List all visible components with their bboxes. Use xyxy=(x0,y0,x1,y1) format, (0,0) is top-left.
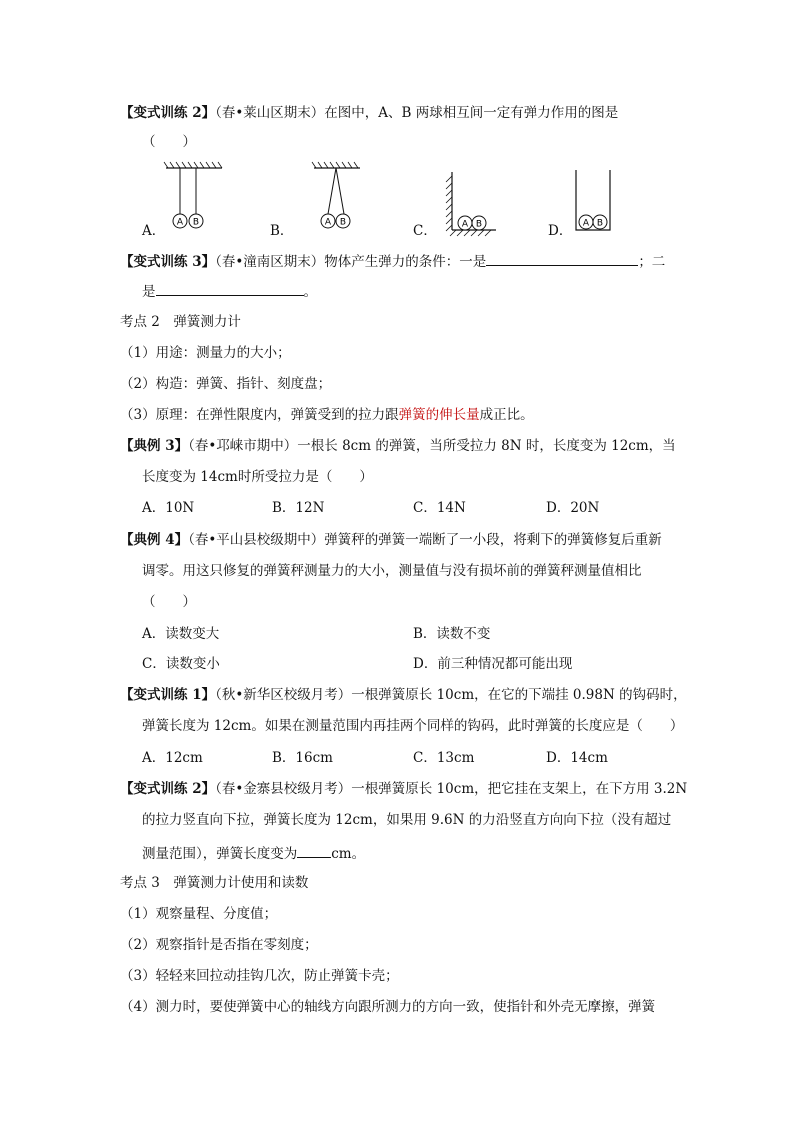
q1-option-a: A． xyxy=(142,223,166,239)
ball-b-label: B xyxy=(475,219,483,230)
ex3-option-d: D．20N xyxy=(546,500,600,516)
v2-tag: 【变式训练 2】 xyxy=(120,781,216,797)
ball-a-label: A xyxy=(324,217,332,228)
q1-option-d: D． xyxy=(548,223,573,239)
ball-b-label: B xyxy=(596,218,604,229)
answer-blank-3[interactable] xyxy=(297,843,331,858)
v1-tag: 【变式训练 1】 xyxy=(120,687,216,703)
ex4-line2: 调零。用这只修复的弹簧秤测量力的大小，测量值与没有损坏前的弹簧秤测量值相比 xyxy=(142,563,642,579)
v1-option-b: B．16cm xyxy=(272,750,333,766)
ex3-line2: 长度变为 14cm时所受拉力是（ ） xyxy=(142,469,373,485)
v1-line2: 弹簧长度为 12cm。如果在测量范围内再挂两个同样的钩码，此时弹簧的长度应是（ ） xyxy=(142,718,684,734)
q2-stem: （春•潼南区期末）物体产生弹力的条件：一是 xyxy=(215,254,487,270)
q2-tag: 【变式训练 3】 xyxy=(120,254,216,270)
section-title-k3: 考点 3 弹簧测力计使用和读数 xyxy=(120,875,309,891)
q1-tag: 【变式训练 2】 xyxy=(120,105,216,121)
v1-option-d: D．14cm xyxy=(546,750,608,766)
q1-line1 xyxy=(120,104,618,122)
ball-a-label: A xyxy=(176,217,184,228)
figure-d xyxy=(570,166,616,236)
ex4-line1 xyxy=(120,531,662,549)
ex3-option-c: C．14N xyxy=(413,500,466,516)
v2-line2: 的拉力竖直向下拉，弹簧长度为 12cm，如果用 9.6N 的力沿竖直方向向下拉（没有超过 xyxy=(142,812,672,828)
answer-blank-1[interactable] xyxy=(486,251,638,266)
ball-b-label: B xyxy=(192,217,200,228)
ex4-option-a: A．读数变大 xyxy=(142,626,220,642)
q1-option-b: B． xyxy=(270,223,294,239)
ex4-option-d: D．前三种情况都可能出现 xyxy=(413,656,573,672)
ball-b-label: B xyxy=(339,217,347,228)
q1-option-c: C． xyxy=(413,223,437,239)
k2-p3-highlight: 弹簧的伸长量 xyxy=(398,407,480,423)
k2-point-3 xyxy=(120,406,534,424)
ex3-option-a: A．10N xyxy=(142,500,195,516)
k2-point-2: （2）构造：弹簧、指针、刻度盘； xyxy=(120,376,332,392)
v2-l3-text: 测量范围），弹簧长度变为 xyxy=(142,846,298,862)
section-title-k2: 考点 2 弹簧测力计 xyxy=(120,314,241,330)
v1-option-c: C．13cm xyxy=(413,750,475,766)
ex4-l1: （春•平山县校级期中）弹簧秤的弹簧一端断了一小段，将剩下的弹簧修复后重新 xyxy=(188,532,662,548)
answer-blank-2[interactable] xyxy=(156,281,304,296)
figure-a xyxy=(160,160,230,235)
q2-line2 xyxy=(142,281,317,301)
ex4-option-c: C．读数变小 xyxy=(142,656,220,672)
k3-point-4: （4）测力时，要使弹簧中心的轴线方向跟所测力的方向一致，使指针和外壳无摩擦，弹簧 xyxy=(120,999,656,1015)
ex4-tag: 【典例 4】 xyxy=(120,532,189,548)
k3-point-1: （1）观察量程、分度值； xyxy=(120,906,278,922)
ball-a-label: A xyxy=(461,219,469,230)
v1-l1: （秋•新华区校级月考）一根弹簧原长 10cm，在它的下端挂 0.98N 的钩码时， xyxy=(215,687,687,703)
q1-paren: （ ） xyxy=(142,134,196,150)
figure-b xyxy=(308,160,368,235)
k2-p3-end: 成正比。 xyxy=(479,407,534,423)
q2-mid: ；二 xyxy=(638,254,666,270)
v1-line1 xyxy=(120,686,687,704)
figure-c xyxy=(444,168,500,240)
k3-point-3: （3）轻轻来回拉动挂钩几次，防止弹簧卡壳； xyxy=(120,968,399,984)
v2-l1: （春•金寨县校级月考）一根弹簧原长 10cm，把它挂在支架上，在下方用 3.2N xyxy=(215,781,688,797)
ex3-option-b: B．12N xyxy=(272,500,325,516)
q2-end: 。 xyxy=(303,284,317,300)
ball-a-label: A xyxy=(582,218,590,229)
v1-option-a: A．12cm xyxy=(142,750,203,766)
q2-line2-text: 是 xyxy=(142,284,156,300)
v2-line3 xyxy=(142,843,365,863)
ex3-line1 xyxy=(120,437,676,455)
v2-l3-end: cm。 xyxy=(331,846,366,862)
ex4-line3: （ ） xyxy=(142,594,196,610)
q2-line1 xyxy=(120,251,665,271)
ex3-l1: （春•邛崃市期中）一根长 8cm 的弹簧，当所受拉力 8N 时，长度变为 12cm，当 xyxy=(188,438,676,454)
k2-p3-text: （3）原理：在弹性限度内，弹簧受到的拉力跟 xyxy=(120,407,399,423)
v2-line1 xyxy=(120,780,687,798)
ex3-tag: 【典例 3】 xyxy=(120,438,189,454)
ex4-option-b: B．读数不变 xyxy=(413,626,491,642)
k2-point-1: （1）用途：测量力的大小； xyxy=(120,345,291,361)
k3-point-2: （2）观察指针是否指在零刻度； xyxy=(120,937,318,953)
q1-stem: （春•莱山区期末）在图中，A、B 两球相互间一定有弹力作用的图是 xyxy=(215,105,619,121)
